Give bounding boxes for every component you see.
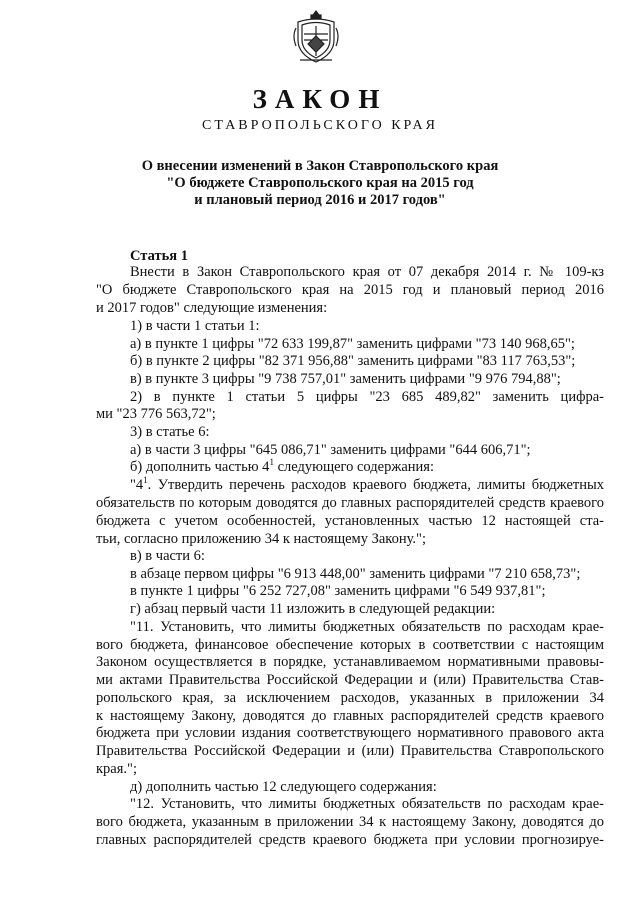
body-line: главных распорядителей средств краевого бюджета при условии прогнозируе- [96, 832, 604, 848]
line-text: б) дополнить частью 4 [130, 459, 270, 475]
body-line: бюджета при условии издания соответствующего нормативного правового акта [96, 725, 604, 741]
line-text: следующего содержания: [273, 459, 435, 475]
heading-line: О внесении изменений в Закон Ставропольского края [141, 158, 499, 174]
line-text: . Утвердить перечень расходов краевого бюджета, лимиты бюджетных [147, 477, 604, 493]
body-line: б) в пункте 2 цифры "82 371 956,88" заменить цифрами "83 117 763,53"; [130, 353, 576, 369]
heading-line: "О бюджете Ставропольского края на 2015 год [166, 175, 474, 191]
superscript: 1 [269, 457, 274, 467]
coat-of-arms-emblem [290, 8, 342, 66]
body-line: в) в пункте 3 цифры "9 738 757,01" заменить цифрами "9 976 794,88"; [130, 371, 561, 387]
body-line: "О бюджете Ставропольского края на 2015 год и плановый период 2016 [96, 282, 604, 298]
document-title: ЗАКОН [252, 84, 388, 114]
body-line: Внести в Закон Ставропольского края от 07 декабря 2014 г. № 109-кз [130, 264, 604, 280]
body-line: г) абзац первый части 11 изложить в следующей редакции: [130, 601, 496, 617]
body-line: ми актами Правительства Российской Федерации и (или) Правительства Став- [96, 672, 604, 688]
body-line: ми "23 776 563,72"; [96, 406, 216, 422]
body-line: края."; [96, 761, 137, 777]
body-line [130, 459, 434, 476]
body-line: а) в части 3 цифры "645 086,71" заменить цифрами "644 606,71"; [130, 442, 531, 458]
body-line: "11. Установить, что лимиты бюджетных обязательств по расходам крае- [130, 619, 604, 635]
body-line: вого бюджета, указанным в приложении 34 к настоящему Закону, доводятся до [96, 814, 604, 830]
line-text: "4 [130, 477, 144, 493]
body-line [130, 477, 604, 494]
body-line: Правительства Российской Федерации и (или) Правительства Ставропольского [96, 743, 604, 759]
body-line: вого бюджета, финансовое обеспечение которых в соответствии с настоящим [96, 637, 604, 653]
body-line: тьи, согласно приложению 34 к настоящему Закону."; [96, 531, 426, 547]
body-line: ропольского края, за исключением расходов, указанных в приложении 34 [96, 690, 604, 706]
body-line: к настоящему Закону, доводятся до главных распорядителей средств краевого [96, 708, 604, 724]
body-line: 3) в статье 6: [130, 424, 210, 440]
body-line: Законом осуществляется в порядке, устанавливаемом нормативными правовы- [96, 654, 604, 670]
body-line: бюджета с учетом особенностей, установленных частью 12 настоящей ста- [96, 513, 604, 529]
body-line: д) дополнить частью 12 следующего содержания: [130, 779, 437, 795]
superscript: 1 [143, 475, 148, 485]
law-heading [0, 158, 640, 209]
heading-line: и плановый период 2016 и 2017 годов" [194, 192, 446, 208]
body-line: и 2017 годов" следующие изменения: [96, 300, 328, 316]
body-line: в абзаце первом цифры "6 913 448,00" заменить цифрами "7 210 658,73"; [130, 566, 581, 582]
document-subtitle: СТАВРОПОЛЬСКОГО КРАЯ [202, 118, 438, 133]
body-line: 1) в части 1 статьи 1: [130, 318, 260, 334]
body-line: обязательств по которым доводятся до главных распорядителей средств краевого [96, 495, 604, 511]
body-line: "12. Установить, что лимиты бюджетных обязательств по расходам крае- [130, 796, 604, 812]
body-line: 2) в пункте 1 статьи 5 цифры "23 685 489,82" заменить цифра- [130, 389, 604, 405]
body-line: в пункте 1 цифры "6 252 727,08" заменить цифрами "6 549 937,81"; [130, 583, 546, 599]
body-line: в) в части 6: [130, 548, 205, 564]
body-line: а) в пункте 1 цифры "72 633 199,87" заменить цифрами "73 140 968,65"; [130, 336, 575, 352]
article-title: Статья 1 [130, 248, 188, 264]
